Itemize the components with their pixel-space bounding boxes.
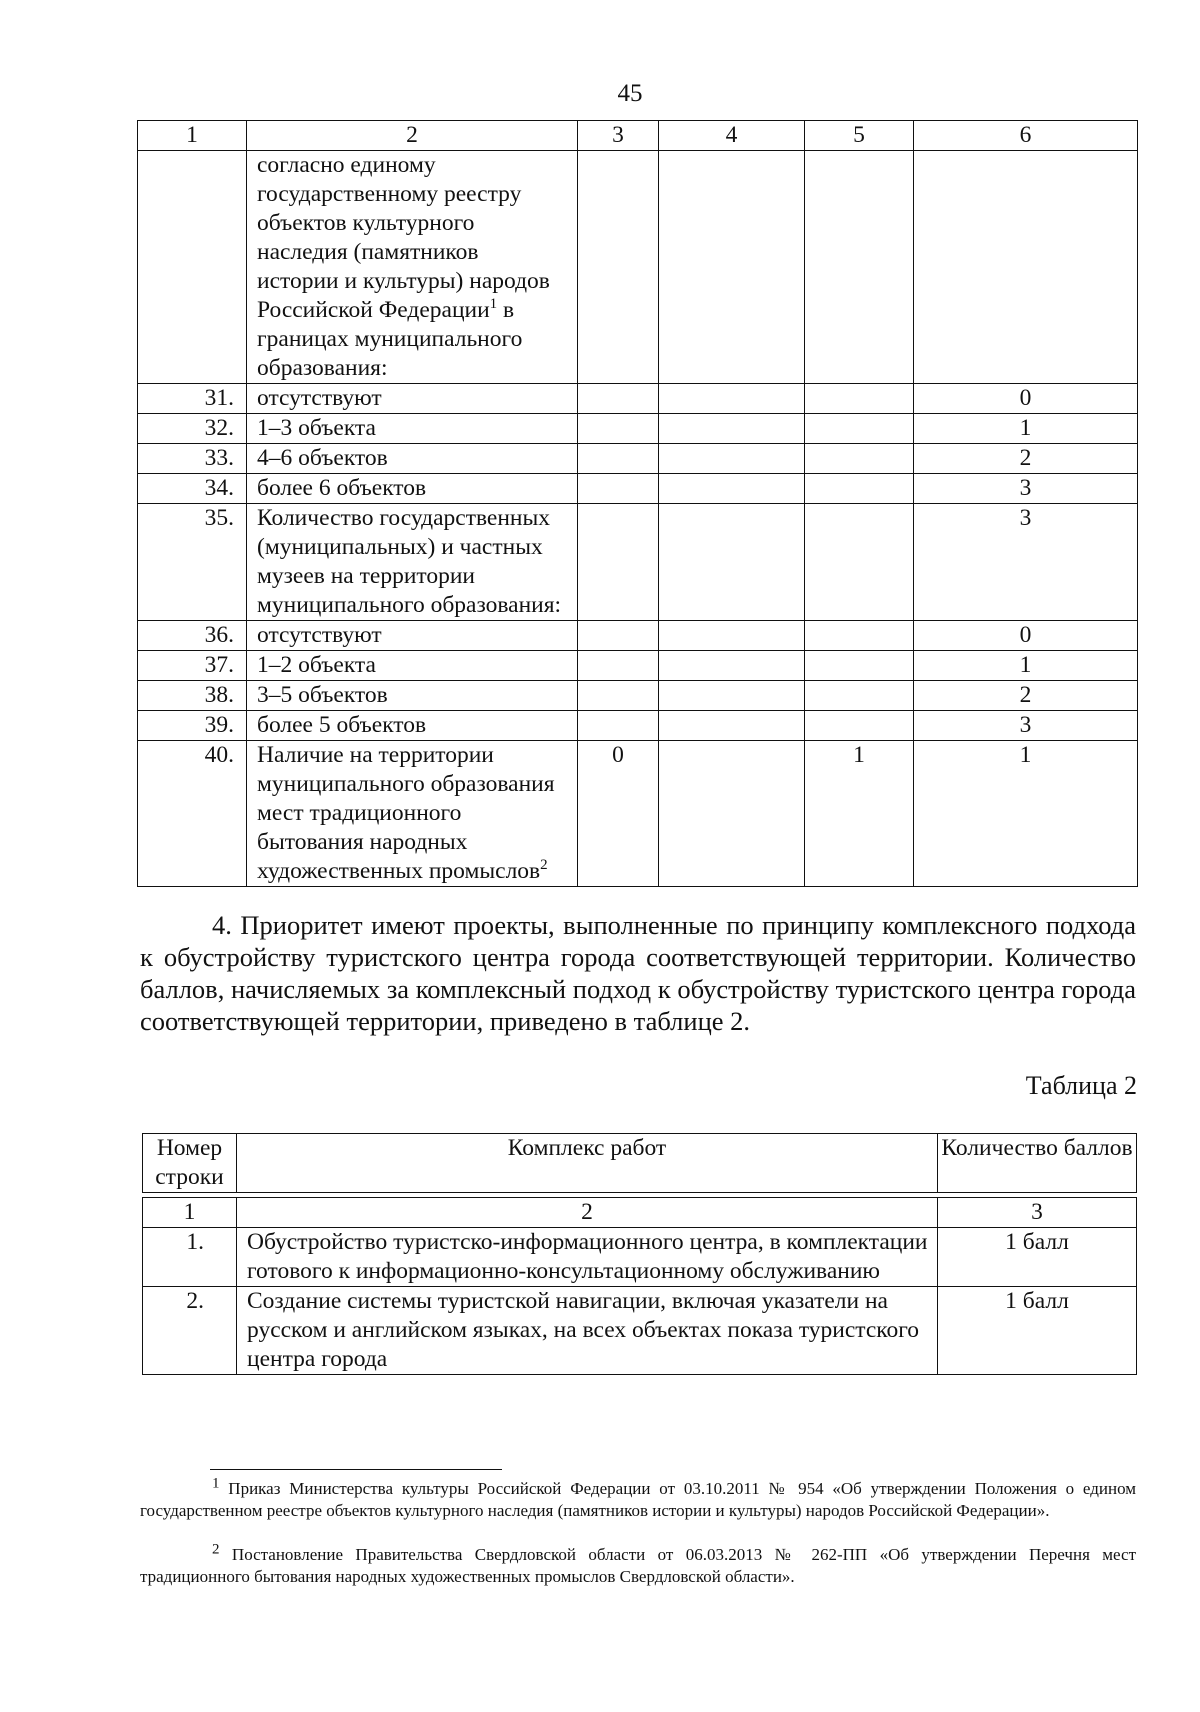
body-paragraph: 4. Приоритет имеют проекты, выполненные по принципу комплексного подхода к обустройству туристского центра города соответствующей территории. Количество баллов, начисляемых за комплексный подход к обустройству туристского центра города соответствующей территории, приведено в таблице 2. [140, 910, 1136, 1036]
row-number: 31. [138, 384, 247, 414]
row-score: 3 [914, 504, 1138, 621]
row-description: согласно единому государственному реестру объектов культурного наследия (памятников истории и культуры) народов Российской Федерации$^1$ в границах муниципального образования: [247, 151, 578, 384]
table-caption: Таблица 2 [1025, 1071, 1137, 1100]
row-score: 0 [914, 384, 1138, 414]
footnote: $^1$ Приказ Министерства культуры Российской Федерации от 03.10.2011 № 954 «Об утверждении Положения о едином государственном реестре объектов культурного наследия (памятников истории и культуры) народов Российской Федерации». [140, 1475, 1136, 1520]
row-description: Наличие на территории муниципального образования мест традиционного бытования народных художественных промыслов$^2$ [247, 741, 578, 887]
row-works: Создание системы туристской навигации, включая указатели на русском и английском языках, на всех объектах показа туристского центра города [237, 1287, 938, 1375]
page-number: 45 [617, 80, 643, 107]
footnote-ref: 1 [489, 296, 498, 313]
row-number: 37. [138, 651, 247, 681]
table-row [143, 1287, 1137, 1375]
footnote-separator [210, 1469, 502, 1470]
footnote-mark: 2 [212, 1541, 220, 1558]
criteria-table [137, 120, 1138, 887]
footnote-ref: 2 [540, 857, 548, 874]
row-description: 1–3 объекта [247, 414, 578, 444]
row-number: 38. [138, 681, 247, 711]
index-cell: 2 [237, 1198, 938, 1228]
table-row [138, 504, 1138, 621]
header-cell: Номер строки [143, 1134, 237, 1193]
header-cell: 5 [805, 121, 914, 151]
table-row [138, 444, 1138, 474]
row-description: Количество государственных (муниципальных) и частных музеев на территории муниципального образования: [247, 504, 578, 621]
row-number: 33. [138, 444, 247, 474]
header-cell: 2 [247, 121, 578, 151]
complex-works-table [142, 1133, 1137, 1375]
row-description: отсутствуют [247, 621, 578, 651]
header-cell: 4 [659, 121, 805, 151]
row-number: 36. [138, 621, 247, 651]
row-score: 1 [914, 414, 1138, 444]
row-score: 0 [914, 621, 1138, 651]
table-row [143, 1228, 1137, 1287]
row-col5-value: 1 [805, 741, 914, 887]
table-row [138, 681, 1138, 711]
row-works: Обустройство туристско-информационного центра, в комплектации готового к информационно-консультационному обслуживанию [237, 1228, 938, 1287]
table-header-row [138, 121, 1138, 151]
table-row [138, 621, 1138, 651]
table-row [138, 741, 1138, 887]
row-description: 1–2 объекта [247, 651, 578, 681]
table-row [138, 651, 1138, 681]
row-score: 2 [914, 444, 1138, 474]
table-row [138, 414, 1138, 444]
row-description: более 6 объектов [247, 474, 578, 504]
row-description: отсутствуют [247, 384, 578, 414]
header-cell: 6 [914, 121, 1138, 151]
row-score: 3 [914, 474, 1138, 504]
table-row [138, 384, 1138, 414]
row-description: 3–5 объектов [247, 681, 578, 711]
row-col3-value: 0 [578, 741, 659, 887]
index-cell: 3 [938, 1198, 1137, 1228]
header-cell: 3 [578, 121, 659, 151]
row-score: 1 [914, 741, 1138, 887]
row-score: 2 [914, 681, 1138, 711]
footnote: $^2$ Постановление Правительства Свердловской области от 06.03.2013 № 262-ПП «Об утверждении Перечня мест традиционного бытования народных художественных промыслов Свердловской области». [140, 1541, 1136, 1586]
row-number: 34. [138, 474, 247, 504]
row-description: более 5 объектов [247, 711, 578, 741]
footnote-mark: 1 [212, 1475, 220, 1492]
table-index-row [143, 1198, 1137, 1228]
header-cell: 1 [138, 121, 247, 151]
row-number: 35. [138, 504, 247, 621]
table-row [138, 474, 1138, 504]
row-description: 4–6 объектов [247, 444, 578, 474]
table-header-row [143, 1134, 1137, 1193]
header-cell: Количество баллов [938, 1134, 1137, 1193]
row-number: 2. [143, 1287, 237, 1375]
row-number: 40. [138, 741, 247, 887]
row-number: 32. [138, 414, 247, 444]
row-score: 1 [914, 651, 1138, 681]
row-number: 1. [143, 1228, 237, 1287]
header-cell: Комплекс работ [237, 1134, 938, 1193]
row-points: 1 балл [938, 1228, 1137, 1287]
table-row [138, 151, 1138, 384]
row-points: 1 балл [938, 1287, 1137, 1375]
table-row [138, 711, 1138, 741]
index-cell: 1 [143, 1198, 237, 1228]
row-number: 39. [138, 711, 247, 741]
row-score: 3 [914, 711, 1138, 741]
